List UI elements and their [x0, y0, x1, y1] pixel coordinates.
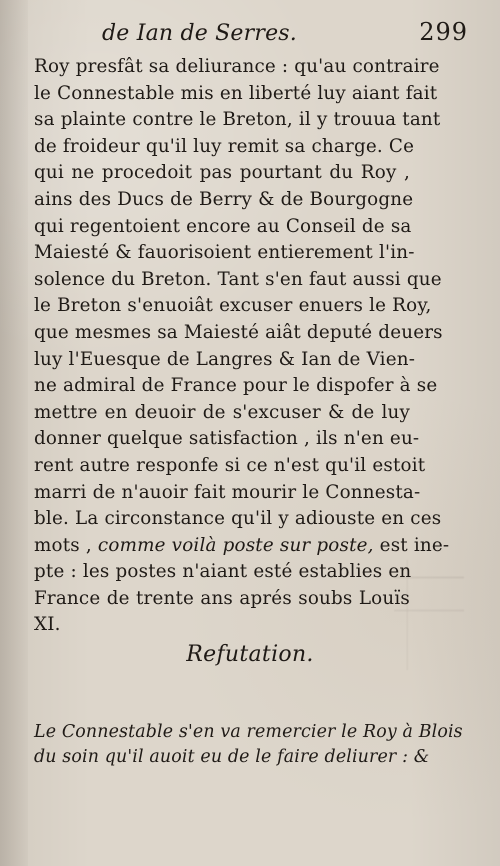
page-number: 299 — [419, 18, 468, 46]
text-line: sa plainte contre le Breton, il y trouua tant — [34, 109, 441, 131]
text-line: marri de n'auoir fait mourir le Connesta- — [34, 481, 421, 503]
text-run: mots , — [34, 534, 92, 556]
italic-quote: comme voilà poste sur poste, — [97, 534, 374, 556]
page-header — [102, 18, 468, 50]
text-line: qui ne procedoit pas pourtant du Roy , — [34, 162, 410, 184]
text-line: qui regentoient encore au Conseil de sa — [34, 215, 412, 237]
text-run: est ine- — [379, 534, 450, 556]
summary-line: du soin qu'il auoit eu de le faire deliurer : & — [34, 747, 430, 767]
page-gutter-shadow — [0, 0, 28, 866]
text-line: donner quelque satisfaction , ils n'en eu- — [34, 428, 420, 450]
text-line: ne admiral de France pour le dispofer à se — [34, 375, 438, 397]
section-title: Refutation. — [186, 642, 314, 667]
main-text-block — [34, 54, 450, 639]
text-line: mettre en deuoir de s'excuser & de luy — [34, 401, 410, 423]
text-line: luy l'Euesque de Langres & Ian de Vien- — [34, 348, 416, 370]
text-line-with-italic-quote — [34, 533, 450, 560]
text-line: France de trente ans aprés soubs Louïs — [34, 587, 410, 609]
text-line: pte : les postes n'aiant esté establies en — [34, 561, 412, 583]
text-line: rent autre responfe si ce n'est qu'il estoit — [34, 454, 426, 476]
text-line: Maiesté & fauorisoient entierement l'in- — [34, 242, 415, 264]
text-line: de froideur qu'il luy remit sa charge. Ce — [34, 135, 415, 157]
running-title: de Ian de Serres. — [102, 21, 297, 46]
text-line: le Breton s'enuoiât excuser enuers le Roy, — [34, 295, 432, 317]
summary-line: Le Connestable s'en va remercier le Roy à Blois — [34, 722, 463, 742]
text-line: ains des Ducs de Berry & de Bourgogne — [34, 188, 414, 210]
text-line: le Connestable mis en liberté luy aiant fait — [34, 82, 438, 104]
text-line: que mesmes sa Maiesté aiât deputé deuers — [34, 321, 443, 343]
text-line: ble. La circonstance qu'il y adiouste en ces — [34, 508, 442, 530]
summary-text-block — [34, 720, 463, 770]
text-line: Roy presfât sa deliurance : qu'au contraire — [34, 56, 440, 77]
text-line: XI. — [34, 614, 61, 636]
text-line: solence du Breton. Tant s'en faut aussi que — [34, 268, 442, 290]
